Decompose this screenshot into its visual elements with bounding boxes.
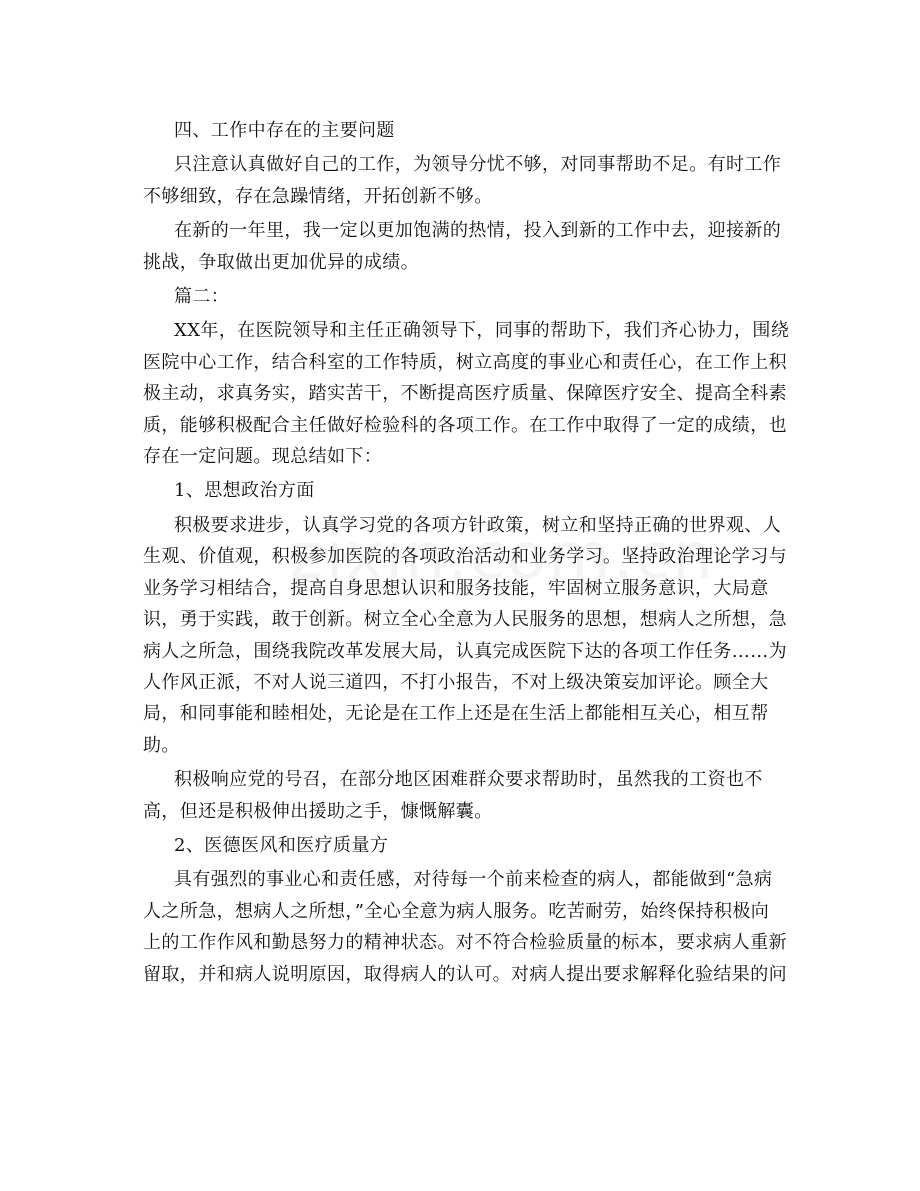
text-line: 只注意认真做好自己的工作，为领导分忧不够，对同事帮助不足。有时工作 (174, 154, 782, 176)
text-line: 局，和同事能和睦相处，无论是在工作上还是在生活上都能相互关心，相互帮 (143, 703, 769, 725)
text-line: 生观、价值观，积极参加医院的各项政治活动和业务学习。坚持政治理论学习与 (143, 546, 787, 568)
text-line: 不够细致，存在急躁情绪，开拓创新不够。 (143, 185, 493, 207)
paragraph (143, 281, 779, 312)
text-line: 医院中心工作，结合科室的工作特质，树立高度的事业心和责任心，在工作上积 (143, 351, 787, 373)
document-body (143, 115, 790, 990)
section-heading: 四、工作中存在的主要问题 (174, 120, 395, 141)
text-line: 高，但还是积极伸出援助之手，慷慨解囊。 (143, 800, 493, 822)
text-line: 极主动，求真务实，踏实苦干，不断提高医疗质量、保障医疗安全、提高全科素 (143, 383, 787, 405)
text-line: 上的工作作风和勤恳努力的精神状态。对不符合检验质量的标本，要求病人重新 (143, 932, 787, 954)
paragraph (143, 475, 779, 506)
text-line: 存在一定问题。现总结如下： (143, 446, 383, 468)
text-line: 识，勇于实践，敢于创新。树立全心全意为人民服务的思想，想病人之所想，急 (143, 609, 787, 631)
paragraph (143, 315, 790, 472)
text-line: 人之所急，想病人之所想，”全心全意为病人服务。吃苦耐劳，始终保持积极向 (143, 900, 770, 922)
text-line: 挑战，争取做出更加优异的成绩。 (143, 251, 419, 273)
text-line: 具有强烈的事业心和责任感，对待每一个前来检查的病人，都能做到“急病 (174, 869, 773, 891)
text-line: 业务学习相结合，提高自身思想认识和服务技能，牢固树立服务意识，大局意 (143, 577, 769, 599)
paragraph (143, 864, 787, 990)
text-line: 积极要求进步，认真学习党的各项方针政策，树立和坚持正确的世界观、人 (174, 514, 782, 536)
paragraph (143, 115, 779, 146)
text-line: 病人之所急，围绕我院改革发展大局，认真完成医院下达的各项工作任务……为 (143, 640, 787, 662)
text-line: 在新的一年里，我一定以更加饱满的热情，投入到新的工作中去，迎接新的 (174, 220, 782, 242)
section-heading: 篇二： (174, 286, 230, 308)
text-line: 留取，并和病人说明原因，取得病人的认可。对病人提出要求解释化验结果的问 (143, 963, 787, 985)
paragraph (143, 149, 782, 212)
paragraph (143, 510, 787, 761)
paragraph (143, 215, 782, 278)
text-line: 质，能够积极配合主任做好检验科的各项工作。在工作中取得了一定的成绩，也 (143, 414, 787, 436)
text-line: 积极响应党的号召，在部分地区困难群众要求帮助时，虽然我的工资也不 (174, 769, 763, 791)
paragraph (143, 830, 779, 861)
section-heading: 2、医德医风和医疗质量方 (174, 834, 389, 856)
text-line: 助。 (143, 734, 180, 756)
section-heading: 1、思想政治方面 (174, 480, 315, 502)
paragraph (143, 764, 779, 827)
text-line: XX年，在医院领导和主任正确领导下，同事的帮助下，我们齐心协力，围绕 (174, 320, 790, 342)
text-line: 人作风正派，不对人说三道四，不打小报告，不对上级决策妄加评论。顾全大 (143, 671, 769, 693)
